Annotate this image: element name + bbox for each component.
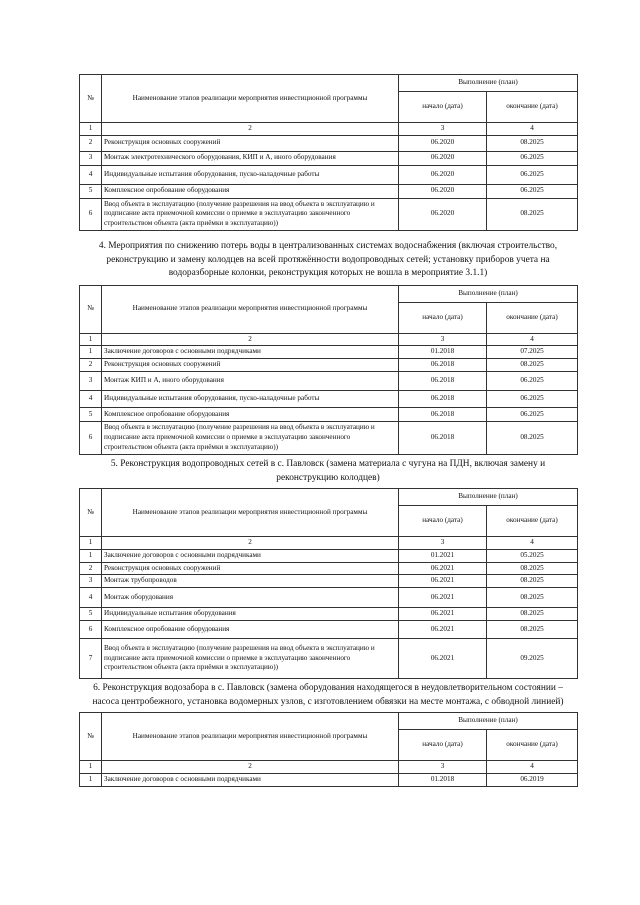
start-date-header: начало (дата) <box>422 312 463 321</box>
section-heading: 5. Реконструкция водопроводных сетей в с. Павловск (замена материала с чугуна на ПДН, включая замену и реконструкцию колодцев) <box>110 458 546 483</box>
end-date-cell <box>487 135 578 151</box>
start-date: 06.2020 <box>430 209 455 218</box>
start-date: 06.2020 <box>430 169 455 178</box>
schedule-table <box>79 74 578 231</box>
number-header-cell <box>80 489 102 537</box>
row-number: 1 <box>88 550 93 559</box>
section-heading: 6. Реконструкция водозабора в с. Павловск (замена оборудования находящегося в неудовлетворительном состоянии – насоса центробежного, установка водомерных узлов, с изготовлением обвязки на месте монтажа, с обводной линией) <box>92 683 564 707</box>
end-date: 08.2025 <box>520 576 544 585</box>
column-number-cell <box>487 537 578 550</box>
table-row <box>80 346 578 359</box>
end-date-cell <box>487 371 578 390</box>
stage-name-cell <box>102 184 399 198</box>
stage-name: Индивидуальные испытания оборудования, пуско-наладочные работы <box>104 169 320 178</box>
column-numbers-row <box>80 333 578 346</box>
row-number: 5 <box>88 186 93 195</box>
column-number-cell <box>102 537 399 550</box>
start-date-cell <box>399 165 487 184</box>
stage-name: Заключение договоров с основными подрядчиками <box>104 550 261 559</box>
column-number-cell <box>102 761 399 774</box>
end-date-cell <box>487 346 578 359</box>
stage-name-cell <box>102 135 399 151</box>
table-row <box>80 588 578 608</box>
end-date: 06.2025 <box>520 409 544 418</box>
end-date-header-cell <box>487 506 578 537</box>
table-row <box>80 407 578 421</box>
stage-name-cell <box>102 359 399 372</box>
end-date-cell <box>487 774 578 787</box>
schedule-table <box>79 488 578 679</box>
end-date: 06.2019 <box>520 775 544 783</box>
stage-name: Ввод объекта в эксплуатацию (получение разрешения на ввод объекта в эксплуатацию и подписание акта приемочной комиссии о приемке в эксплуатацию законченного строительством объекта (акта приёмки в эксплуатацию)) <box>104 199 375 228</box>
end-date: 08.2025 <box>520 138 544 147</box>
number-header-cell <box>80 285 102 333</box>
end-date-cell <box>487 390 578 407</box>
column-number-cell <box>80 123 102 136</box>
start-date-cell <box>399 774 487 787</box>
column-number-cell <box>80 537 102 550</box>
column-number: 1 <box>88 538 93 547</box>
row-number-cell <box>80 421 102 454</box>
start-date-cell <box>399 359 487 372</box>
row-number-cell <box>80 621 102 639</box>
table-row <box>80 135 578 151</box>
start-date-cell <box>399 390 487 407</box>
column-number: 3 <box>440 334 445 343</box>
stage-name: Индивидуальные испытания оборудования, пуско-наладочные работы <box>104 394 320 403</box>
table-row <box>80 359 578 372</box>
end-date-header: окончание (дата) <box>506 102 558 111</box>
stage-name-cell <box>102 421 399 454</box>
stage-name-cell <box>102 549 399 562</box>
start-date: 06.2018 <box>430 394 455 403</box>
stage-name: Реконструкция основных сооружений <box>104 360 221 369</box>
stage-name-header: Наименование этапов реализации мероприятия инвестиционной программы <box>132 304 368 313</box>
number-header-cell <box>80 75 102 123</box>
column-numbers-row <box>80 537 578 550</box>
end-date-cell <box>487 151 578 165</box>
end-date: 08.2025 <box>520 433 544 442</box>
start-date-cell <box>399 608 487 621</box>
start-date: 06.2021 <box>430 563 455 572</box>
stage-name-cell <box>102 390 399 407</box>
stage-name: Ввод объекта в эксплуатацию (получение разрешения на ввод объекта в эксплуатацию и подписание акта приемочной комиссии о приемке в эксплуатацию законченного строительством объекта (акта приёмки в эксплуатацию)) <box>104 643 375 672</box>
table-row <box>80 198 578 230</box>
stage-name-header-cell <box>102 75 399 123</box>
end-date-cell <box>487 198 578 230</box>
stage-name-cell <box>102 588 399 608</box>
row-number-cell <box>80 184 102 198</box>
end-date: 09.2025 <box>520 653 544 662</box>
stage-name-header: Наименование этапов реализации мероприятия инвестиционной программы <box>132 93 368 102</box>
start-date-cell <box>399 639 487 679</box>
table-row <box>80 639 578 679</box>
stage-name: Заключение договоров с основными подрядчиками <box>104 347 261 356</box>
end-date-header-cell <box>487 92 578 123</box>
start-date-cell <box>399 184 487 198</box>
stage-name-cell <box>102 774 399 787</box>
row-number-cell <box>80 639 102 679</box>
column-number: 2 <box>248 762 252 771</box>
row-number: 2 <box>88 563 93 572</box>
stage-name: Комплексное опробование оборудования <box>104 409 230 418</box>
row-number-cell <box>80 608 102 621</box>
execution-plan-header-cell <box>399 75 578 92</box>
table-row <box>80 774 578 787</box>
end-date-cell <box>487 407 578 421</box>
stage-name: Заключение договоров с основными подрядчиками <box>104 775 261 783</box>
table-row <box>80 562 578 575</box>
header-row <box>80 713 578 730</box>
column-number: 4 <box>530 124 534 132</box>
end-date-cell <box>487 575 578 588</box>
start-date-header-cell <box>399 730 487 761</box>
schedule-table <box>79 285 578 455</box>
row-number: 3 <box>88 153 93 162</box>
start-date: 06.2018 <box>430 409 455 418</box>
stage-name: Реконструкция основных сооружений <box>104 563 221 572</box>
column-number: 4 <box>530 334 534 343</box>
table-row <box>80 608 578 621</box>
execution-plan-header-cell <box>399 489 578 506</box>
end-date: 08.2025 <box>520 563 544 572</box>
end-date: 06.2025 <box>520 186 544 195</box>
end-date-cell <box>487 588 578 608</box>
row-number-cell <box>80 346 102 359</box>
end-date: 08.2025 <box>520 592 544 601</box>
section-heading: 4. Мероприятия по снижению потерь воды в централизованных системах водоснабжения (включая строительство, реконструкцию и замену колодцев на всей протяжённости водопроводных сетей; установку приборов учета на водоразборные колонки, реконструкция которых не вошла в мероприятие 3.1.1) <box>98 240 558 279</box>
row-number-cell <box>80 407 102 421</box>
start-date: 06.2021 <box>430 609 455 618</box>
row-number: 4 <box>88 394 93 403</box>
number-header: № <box>87 731 94 740</box>
end-date: 08.2025 <box>520 609 544 618</box>
row-number: 4 <box>88 592 93 601</box>
start-date-header-cell <box>399 302 487 333</box>
start-date: 06.2020 <box>430 186 455 195</box>
table-row <box>80 165 578 184</box>
row-number: 6 <box>88 433 93 442</box>
end-date-header: окончание (дата) <box>506 740 558 749</box>
end-date-header-cell <box>487 730 578 761</box>
column-number-cell <box>399 537 487 550</box>
row-number-cell <box>80 562 102 575</box>
stage-name-cell <box>102 198 399 230</box>
end-date-cell <box>487 549 578 562</box>
start-date-cell <box>399 621 487 639</box>
schedule-table <box>79 712 578 786</box>
header-row <box>80 489 578 506</box>
stage-name: Ввод объекта в эксплуатацию (получение разрешения на ввод объекта в эксплуатацию и подписание акта приемочной комиссии о приемке в эксплуатацию законченного строительством объекта (акта приёмки в эксплуатацию)) <box>104 423 375 451</box>
row-number: 5 <box>88 409 93 418</box>
end-date: 06.2025 <box>520 376 544 385</box>
end-date-cell <box>487 421 578 454</box>
start-date: 01.2018 <box>430 775 455 783</box>
start-date-header-cell <box>399 506 487 537</box>
row-number-cell <box>80 359 102 372</box>
table-row <box>80 151 578 165</box>
stage-name-header-cell <box>102 713 399 761</box>
column-number: 2 <box>248 334 252 343</box>
column-numbers-row <box>80 123 578 136</box>
start-date: 06.2021 <box>430 624 455 633</box>
column-number: 3 <box>440 762 445 771</box>
stage-name-header-cell <box>102 285 399 333</box>
start-date: 06.2018 <box>430 360 455 369</box>
row-number-cell <box>80 588 102 608</box>
stage-name: Индивидуальные испытания оборудования <box>104 609 236 618</box>
number-header-cell <box>80 713 102 761</box>
column-number-cell <box>80 761 102 774</box>
column-numbers-row <box>80 761 578 774</box>
number-header: № <box>87 507 94 516</box>
end-date: 08.2025 <box>520 624 544 633</box>
start-date: 06.2018 <box>430 433 455 442</box>
stage-name-cell <box>102 151 399 165</box>
column-number: 2 <box>248 124 252 132</box>
start-date-header: начало (дата) <box>422 740 463 749</box>
stage-name-cell <box>102 346 399 359</box>
table-row <box>80 575 578 588</box>
stage-name-cell <box>102 371 399 390</box>
end-date: 06.2025 <box>520 153 544 162</box>
end-date-cell <box>487 562 578 575</box>
start-date-cell <box>399 135 487 151</box>
stage-name-cell <box>102 575 399 588</box>
start-date-cell <box>399 588 487 608</box>
column-number-cell <box>102 333 399 346</box>
end-date-cell <box>487 621 578 639</box>
start-date-cell <box>399 151 487 165</box>
end-date-cell <box>487 608 578 621</box>
row-number: 4 <box>88 169 93 178</box>
end-date-header-cell <box>487 302 578 333</box>
stage-name-header: Наименование этапов реализации мероприятия инвестиционной программы <box>132 731 368 740</box>
row-number-cell <box>80 165 102 184</box>
row-number: 3 <box>88 576 93 585</box>
table-row <box>80 549 578 562</box>
start-date: 06.2020 <box>430 153 455 162</box>
column-number: 2 <box>248 538 252 547</box>
table-row <box>80 621 578 639</box>
row-number-cell <box>80 198 102 230</box>
start-date-cell <box>399 549 487 562</box>
start-date: 06.2020 <box>430 138 455 147</box>
stage-name: Монтаж электротехнического оборудования, КИП и А, иного оборудования <box>104 153 336 162</box>
execution-plan-header-cell <box>399 285 578 302</box>
execution-plan-header: Выполнение (план) <box>458 288 518 297</box>
row-number: 6 <box>88 624 93 633</box>
column-number-cell <box>487 123 578 136</box>
column-number: 3 <box>440 124 445 132</box>
start-date-header-cell <box>399 92 487 123</box>
end-date: 07.2025 <box>520 347 544 356</box>
start-date-cell <box>399 371 487 390</box>
row-number: 3 <box>88 376 93 385</box>
document-page <box>79 74 577 787</box>
start-date: 01.2021 <box>430 550 455 559</box>
execution-plan-header: Выполнение (план) <box>458 78 518 87</box>
header-row <box>80 75 578 92</box>
start-date-cell <box>399 575 487 588</box>
end-date: 06.2025 <box>520 169 544 178</box>
start-date: 01.2018 <box>430 347 455 356</box>
row-number: 1 <box>88 347 93 356</box>
column-number-cell <box>399 333 487 346</box>
end-date: 08.2025 <box>520 209 544 218</box>
row-number: 2 <box>88 138 93 147</box>
start-date-cell <box>399 198 487 230</box>
start-date-cell <box>399 407 487 421</box>
column-number: 1 <box>88 762 93 771</box>
execution-plan-header: Выполнение (план) <box>458 716 518 725</box>
stage-name-cell <box>102 621 399 639</box>
end-date-cell <box>487 184 578 198</box>
row-number-cell <box>80 135 102 151</box>
start-date: 06.2021 <box>430 653 455 662</box>
table-row <box>80 184 578 198</box>
row-number-cell <box>80 390 102 407</box>
row-number: 7 <box>88 653 93 662</box>
start-date-cell <box>399 346 487 359</box>
end-date-header: окончание (дата) <box>506 312 558 321</box>
row-number: 2 <box>88 360 93 369</box>
column-number: 4 <box>530 762 534 771</box>
stage-name: Комплексное опробование оборудования <box>104 186 230 195</box>
column-number-cell <box>487 761 578 774</box>
column-number-cell <box>399 123 487 136</box>
row-number: 1 <box>88 775 93 783</box>
column-number: 4 <box>530 538 534 547</box>
column-number-cell <box>80 333 102 346</box>
header-row <box>80 285 578 302</box>
execution-plan-header: Выполнение (план) <box>458 492 518 501</box>
table-row <box>80 421 578 454</box>
stage-name-header-cell <box>102 489 399 537</box>
stage-name: Реконструкция основных сооружений <box>104 138 221 147</box>
start-date-cell <box>399 421 487 454</box>
end-date-cell <box>487 165 578 184</box>
stage-name: Монтаж оборудования <box>104 592 174 601</box>
start-date-header: начало (дата) <box>422 516 463 525</box>
column-number-cell <box>487 333 578 346</box>
row-number-cell <box>80 575 102 588</box>
row-number-cell <box>80 774 102 787</box>
execution-plan-header-cell <box>399 713 578 730</box>
table-row <box>80 371 578 390</box>
stage-name-cell <box>102 407 399 421</box>
stage-name-cell <box>102 165 399 184</box>
column-number-cell <box>102 123 399 136</box>
stage-name: Монтаж КИП и А, иного оборудования <box>104 376 224 385</box>
number-header: № <box>87 304 94 313</box>
column-number: 3 <box>440 538 445 547</box>
stage-name-cell <box>102 608 399 621</box>
start-date-header: начало (дата) <box>422 102 463 111</box>
table-row <box>80 390 578 407</box>
stage-name-header: Наименование этапов реализации мероприятия инвестиционной программы <box>132 507 368 516</box>
stage-name: Комплексное опробование оборудования <box>104 624 230 633</box>
end-date-header: окончание (дата) <box>506 516 558 525</box>
column-number-cell <box>399 761 487 774</box>
column-number: 1 <box>88 334 93 343</box>
stage-name-cell <box>102 639 399 679</box>
start-date: 06.2021 <box>430 576 455 585</box>
column-number: 1 <box>88 124 93 132</box>
stage-name-cell <box>102 562 399 575</box>
row-number-cell <box>80 151 102 165</box>
row-number: 6 <box>88 209 93 218</box>
row-number: 5 <box>88 609 93 618</box>
start-date: 06.2021 <box>430 592 455 601</box>
stage-name: Монтаж трубопроводов <box>104 576 177 585</box>
end-date: 06.2025 <box>520 394 544 403</box>
end-date-cell <box>487 359 578 372</box>
start-date: 06.2018 <box>430 376 455 385</box>
start-date-cell <box>399 562 487 575</box>
end-date: 08.2025 <box>520 360 544 369</box>
row-number-cell <box>80 371 102 390</box>
number-header: № <box>87 93 94 102</box>
end-date: 05.2025 <box>520 550 544 559</box>
row-number-cell <box>80 549 102 562</box>
end-date-cell <box>487 639 578 679</box>
